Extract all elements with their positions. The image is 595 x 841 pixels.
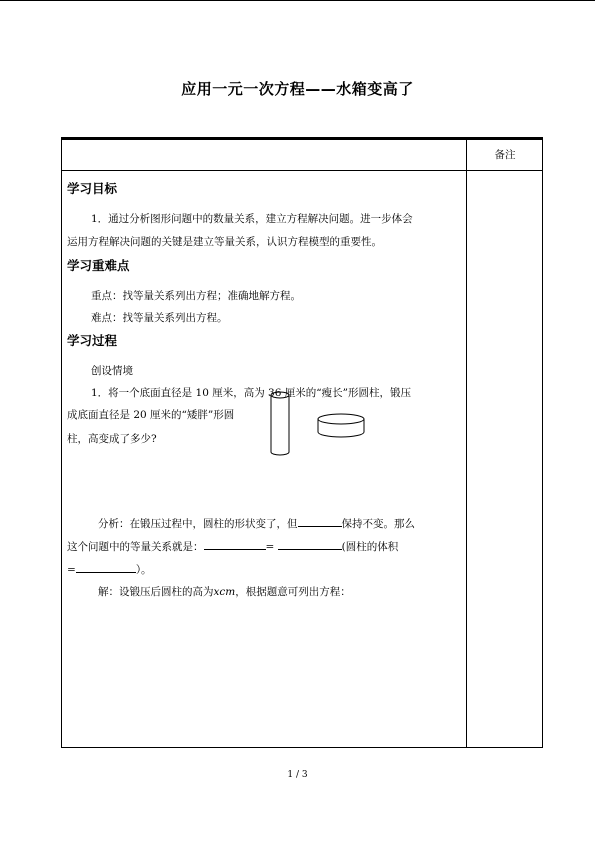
main-content-cell bbox=[62, 171, 466, 749]
difficulty-text: 难点：找等量关系列出方程。 bbox=[91, 312, 228, 324]
blank-equation-right[interactable] bbox=[278, 538, 342, 550]
notes-column-header: 备注 bbox=[494, 148, 516, 161]
page-number: 1 / 3 bbox=[287, 770, 308, 780]
process-heading: 学习过程 bbox=[67, 333, 118, 348]
document-title: 应用一元一次方程——水箱变高了 bbox=[181, 80, 414, 98]
analysis-text-a: 分析：在锻压过程中，圆柱的形状变了，但 bbox=[98, 518, 298, 530]
notes-column-divider bbox=[466, 138, 467, 747]
tall-cylinder-figure bbox=[268, 391, 292, 457]
solution-text-b: ，根据题意可列出方程： bbox=[235, 586, 351, 598]
blank-volume[interactable] bbox=[76, 561, 136, 573]
equals-sign: = bbox=[265, 541, 275, 553]
short-cylinder-figure bbox=[316, 411, 366, 441]
analysis-text-b: 保持不变。那么 bbox=[341, 518, 415, 530]
problem-line-1: 1．将一个底面直径是 10 厘米，高为 36 厘米的“瘦长”形圆柱，锻压 bbox=[91, 387, 411, 399]
goals-heading: 学习目标 bbox=[67, 181, 118, 196]
blank-equation-left[interactable] bbox=[204, 538, 266, 550]
problem-line-3: 柱，高变成了多少? bbox=[67, 433, 157, 445]
scenario-subheading: 创设情境 bbox=[91, 365, 133, 377]
analysis-line-3 bbox=[67, 561, 152, 577]
equality-intro: 这个问题中的等量关系就是： bbox=[67, 541, 204, 553]
solution-variable: xcm bbox=[213, 586, 236, 598]
key-point-text: 重点：找等量关系列出方程；准确地解方程。 bbox=[91, 290, 301, 302]
analysis-line-2 bbox=[67, 538, 398, 554]
closing-paren: ）。 bbox=[135, 564, 152, 576]
goals-line-2: 运用方程解决问题的关键是建立等量关系，认识方程模型的重要性。 bbox=[67, 236, 382, 248]
analysis-line-1 bbox=[98, 515, 415, 531]
blank-invariant[interactable] bbox=[298, 515, 342, 527]
solution-text-a: 解：设锻压后圆柱的高为 bbox=[98, 586, 214, 598]
key-points-heading: 学习重难点 bbox=[67, 258, 130, 273]
problem-line-2: 成底面直径是 20 厘米的“矮胖”形圆 bbox=[67, 409, 235, 421]
solution-line bbox=[98, 584, 351, 599]
equals-sign-2: = bbox=[67, 564, 76, 576]
goals-line-1: 1．通过分析图形问题中的数量关系，建立方程解决问题。进一步体会 bbox=[91, 213, 413, 225]
lesson-table bbox=[61, 137, 543, 748]
page-top-rule bbox=[0, 0, 595, 1]
volume-hint: (圆柱的体积 bbox=[341, 541, 399, 553]
